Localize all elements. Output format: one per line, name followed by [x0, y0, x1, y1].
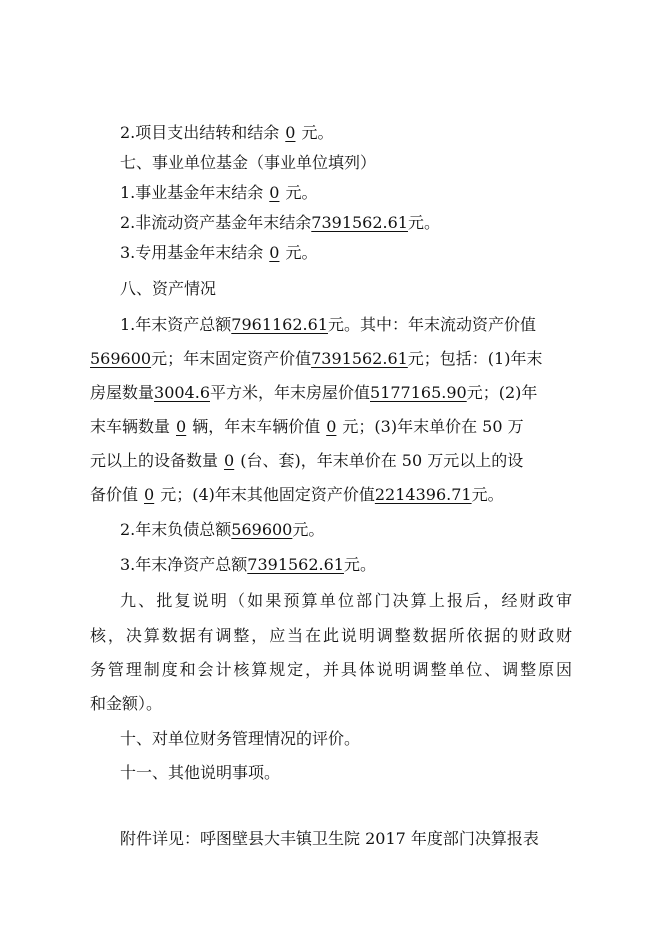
house-value: 5177165.90 [370, 383, 467, 402]
section-7-title [120, 153, 376, 173]
text: 辆，年末车辆价值 [192, 417, 321, 436]
assets-line-6 [90, 485, 504, 505]
total-assets-value: 7961162.61 [231, 315, 328, 334]
equipment-value: 0 [144, 485, 155, 504]
label: 2.年末负债总额 [120, 520, 232, 539]
text: 元；年末固定资产价值 [151, 349, 312, 368]
value: 0 [269, 243, 280, 262]
project-expense-carryover [120, 123, 333, 143]
assets-line-3 [90, 383, 537, 403]
vehicle-value: 0 [326, 417, 337, 436]
text: (台、套)，年末单价在 50 万元以上的设 [240, 451, 524, 470]
section-11-title: 十一、其他说明事项。 [120, 763, 281, 782]
house-quantity-value: 3004.6 [154, 383, 210, 402]
heading: 八、资产情况 [120, 279, 217, 298]
career-fund-balance [120, 183, 317, 203]
assets-line-1 [120, 315, 536, 335]
label: 2.非流动资产基金年末结余 [120, 213, 312, 232]
text: 元；(4)年末其他固定资产价值 [160, 485, 375, 504]
label: 2.项目支出结转和结余 [120, 123, 280, 142]
section-9-line-1: 九、批复说明（如果预算单位部门决算上报后，经财政审 [120, 591, 572, 610]
label: 3.年末净资产总额 [120, 555, 248, 574]
text: 元；(2)年 [466, 383, 538, 402]
value: 0 [285, 123, 296, 142]
unit: 元。 [285, 183, 318, 202]
text: 房屋数量 [90, 383, 155, 402]
fixed-assets-value: 7391562.61 [311, 349, 408, 368]
value: 569600 [231, 520, 293, 539]
unit: 元。 [285, 243, 318, 262]
attachment-note: 附件详见：呼图壁县大丰镇卫生院 2017 年度部门决算报表 [120, 829, 539, 848]
section-10-title: 十、对单位财务管理情况的评价。 [120, 729, 361, 748]
text: 备价值 [90, 485, 139, 504]
noncurrent-asset-fund-balance [120, 213, 440, 233]
text: 元；包括：(1)年末 [407, 349, 543, 368]
unit: 元。 [301, 123, 334, 142]
text: 元。其中：年末流动资产价值 [327, 315, 536, 334]
special-fund-balance [120, 243, 317, 263]
text: 元以上的设备数量 [90, 451, 219, 470]
section-9-line-2: 核，决算数据有调整，应当在此说明调整数据所依据的财政财 [90, 626, 572, 645]
value: 0 [269, 183, 280, 202]
section-8-title [120, 279, 216, 299]
section-9-line-3: 务管理制度和会计核算规定，并具体说明调整单位、调整原因 [90, 660, 572, 679]
text: 元；(3)年末单价在 50 万 [342, 417, 524, 436]
text: 元。 [471, 485, 504, 504]
text: 平方米，年末房屋价值 [210, 383, 371, 402]
value: 7391562.61 [247, 555, 344, 574]
heading: 七、事业单位基金（事业单位填列） [120, 153, 377, 172]
net-assets [120, 555, 376, 575]
label: 1.事业基金年末结余 [120, 183, 264, 202]
unit: 元。 [407, 213, 440, 232]
unit: 元。 [343, 555, 376, 574]
assets-line-5 [90, 451, 523, 471]
unit: 元。 [292, 520, 325, 539]
total-liabilities [120, 520, 324, 540]
label: 3.专用基金年末结余 [120, 243, 264, 262]
assets-line-2 [90, 349, 542, 369]
other-fixed-assets-value: 2214396.71 [374, 485, 472, 504]
value: 7391562.61 [311, 213, 408, 232]
vehicle-quantity-value: 0 [176, 417, 187, 436]
assets-line-4 [90, 417, 524, 437]
equipment-quantity-value: 0 [224, 451, 235, 470]
section-9-line-4: 和金额）。 [90, 694, 163, 713]
text: 末车辆数量 [90, 417, 171, 436]
current-assets-value: 569600 [90, 349, 152, 368]
text: 1.年末资产总额 [120, 315, 232, 334]
